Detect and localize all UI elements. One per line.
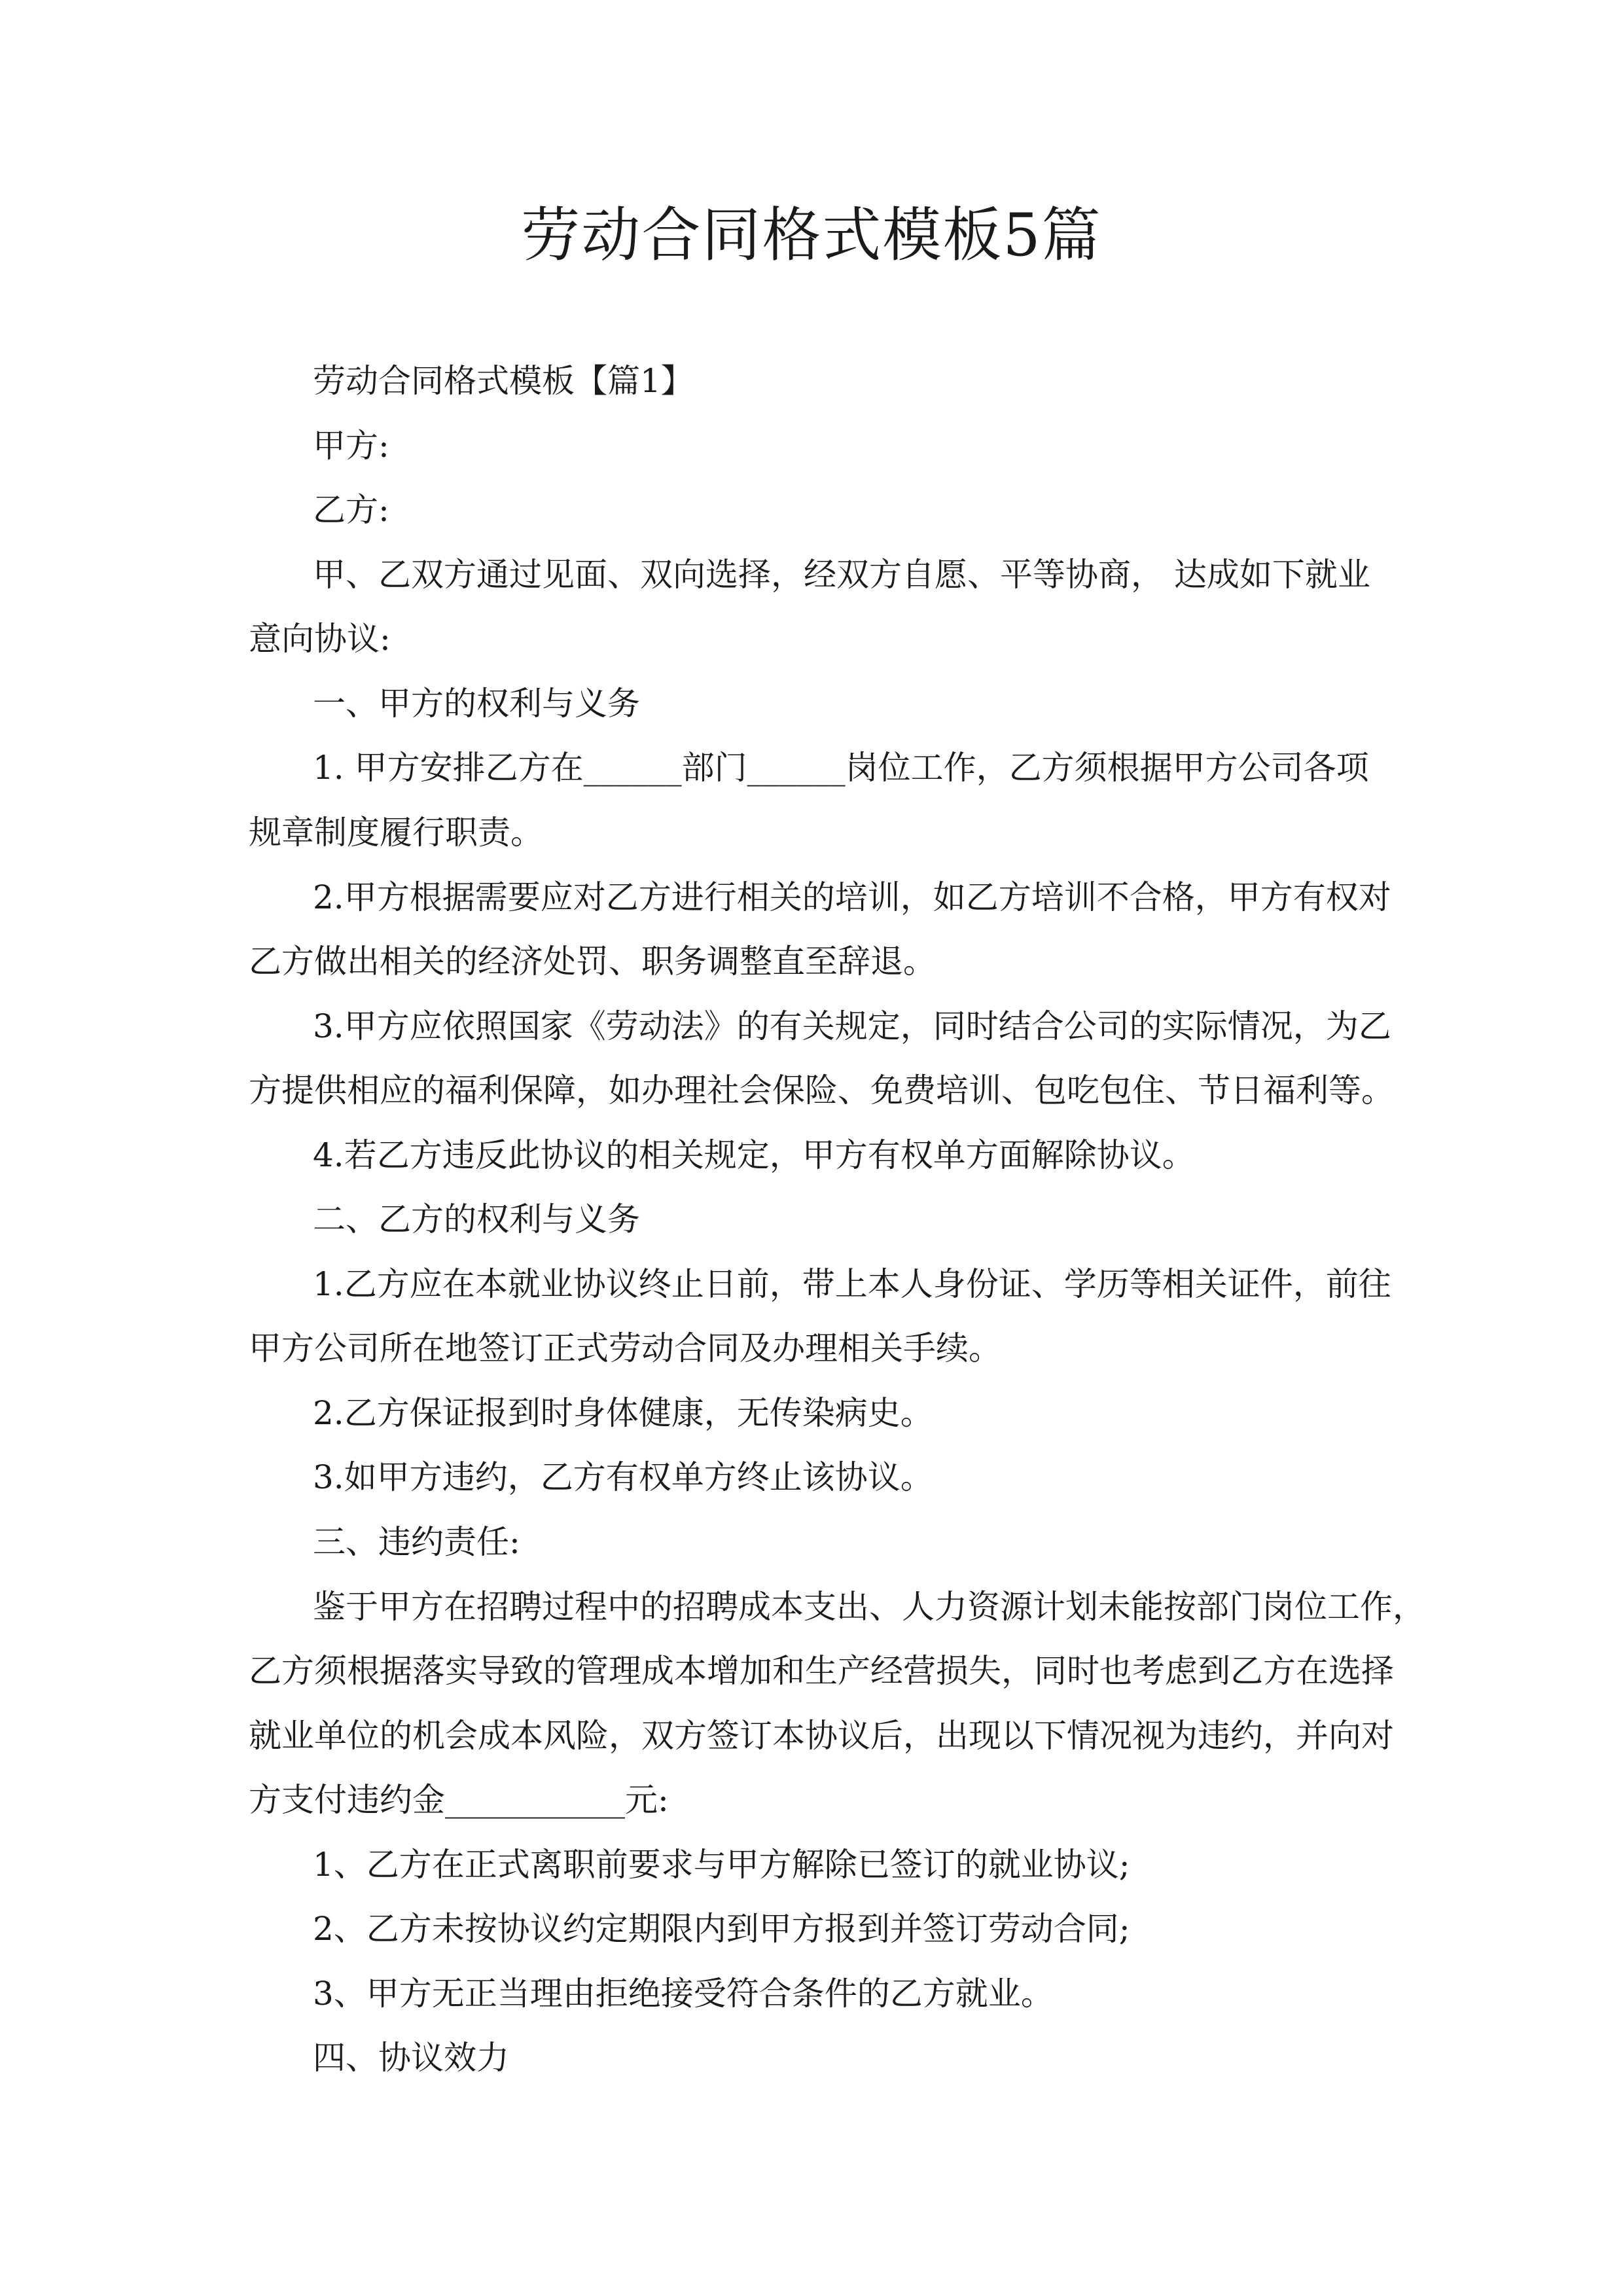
paragraph-line: 3.甲方应依照国家《劳动法》的有关规定，同时结合公司的实际情况，为乙 [313,1007,1391,1045]
clause-heading: 二、乙方的权利与义务 [313,1200,640,1238]
party-a-label: 甲方: [313,427,389,465]
paragraph-line: 甲方公司所在地签订正式劳动合同及办理相关手续。 [249,1329,1001,1367]
paragraph-line: 鉴于甲方在招聘过程中的招聘成本支出、人力资源计划未能按部门岗位工作， [313,1588,1425,1626]
paragraph-line: 意向协议: [249,620,391,658]
paragraph-line: 2.乙方保证报到时身体健康，无传染病史。 [313,1394,933,1432]
paragraph-line: 方支付违约金___________元: [249,1781,669,1819]
clause-heading: 一、甲方的权利与义务 [313,685,640,723]
list-item: 2、乙方未按协议约定期限内到甲方报到并签订劳动合同; [313,1910,1130,1948]
party-b-label: 乙方: [313,491,389,529]
paragraph-line: 方提供相应的福利保障，如办理社会保险、免费培训、包吃包住、节日福利等。 [249,1071,1394,1109]
paragraph-line: 1.乙方应在本就业协议终止日前，带上本人身份证、学历等相关证件，前往 [313,1265,1391,1303]
list-item: 3、甲方无正当理由拒绝接受符合条件的乙方就业。 [313,1975,1054,2013]
clause-heading: 四、协议效力 [313,2039,509,2077]
clause-heading: 三、违约责任: [313,1523,520,1561]
paragraph-line: 3.如甲方违约，乙方有权单方终止该协议。 [313,1458,933,1496]
paragraph-line: 乙方做出相关的经济处罚、职务调整直至辞退。 [249,942,936,980]
document-title: 劳动合同格式模板5篇 [521,201,1102,270]
paragraph-line: 甲、乙双方通过见面、双向选择，经双方自愿、平等协商， 达成如下就业 [313,556,1370,594]
paragraph-line: 2.甲方根据需要应对乙方进行相关的培训，如乙方培训不合格，甲方有权对 [313,878,1391,916]
list-item: 1、乙方在正式离职前要求与甲方解除已签订的就业协议; [313,1846,1130,1884]
paragraph-line: 乙方须根据落实导致的管理成本增加和生产经营损失，同时也考虑到乙方在选择 [249,1652,1394,1690]
paragraph-line: 1. 甲方安排乙方在______部门______岗位工作，乙方须根据甲方公司各项 [313,749,1369,787]
paragraph-line: 就业单位的机会成本风险，双方签订本协议后，出现以下情况视为违约，并向对 [249,1717,1394,1755]
paragraph-line: 4.若乙方违反此协议的相关规定，甲方有权单方面解除协议。 [313,1136,1195,1174]
paragraph-line: 规章制度履行职责。 [249,814,543,852]
section-heading-pian1: 劳动合同格式模板【篇1】 [313,362,694,400]
